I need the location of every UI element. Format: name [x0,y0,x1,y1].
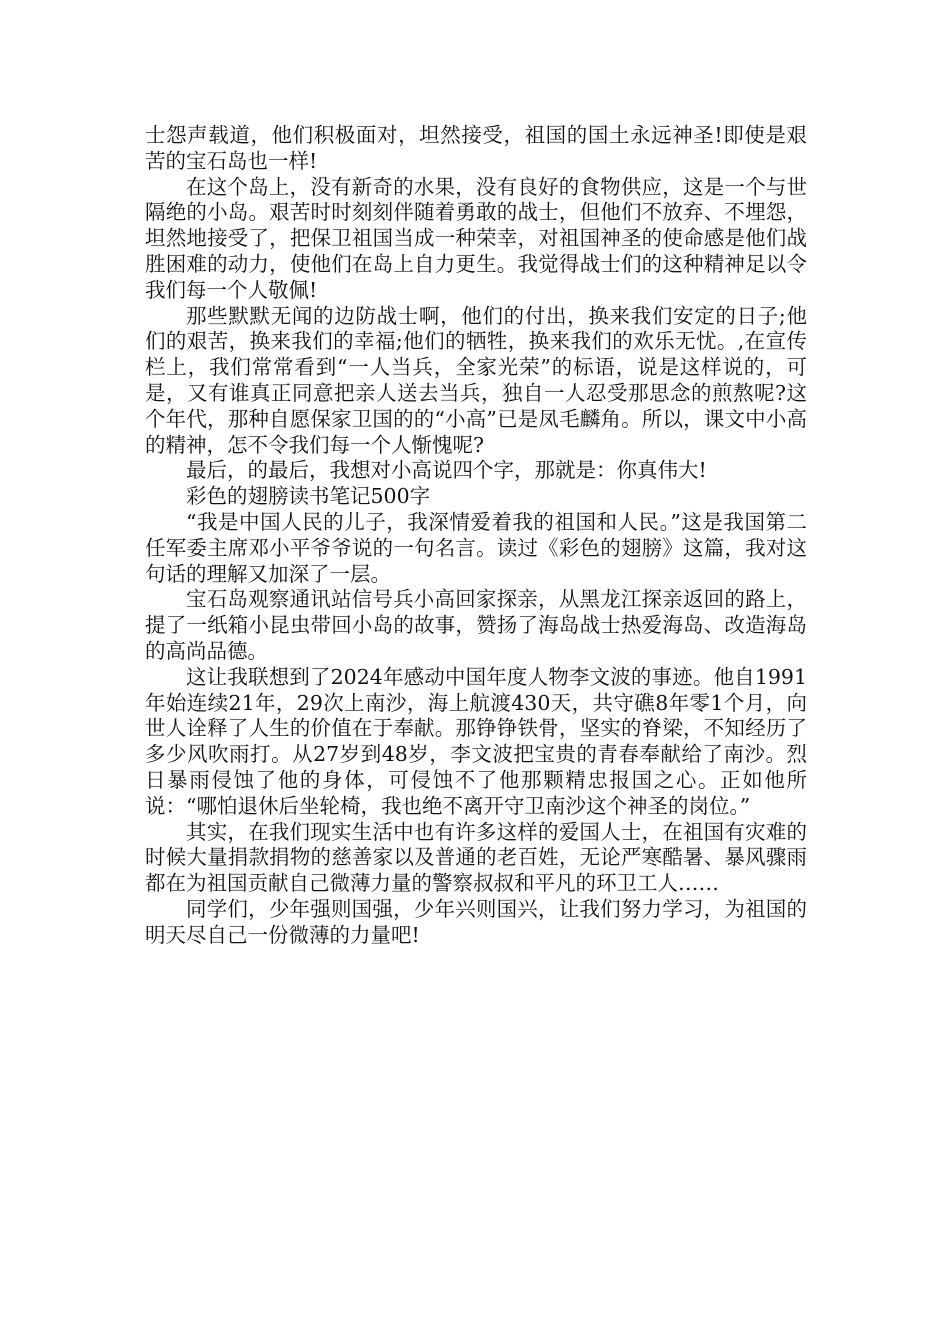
section-title: 彩色的翅膀读书笔记500字 [186,484,431,509]
paragraph-3: 那些默默无闻的边防战士啊，他们的付出，换来我们安定的日子;他们的艰苦，换来我们的幸福;他们的牺牲，换来我们的欢乐无忧。,在宣传栏上，我们常常看到“一人当兵，全家光荣”的标语，说是这样说的，可是，又有谁真正同意把亲人送去当兵，独自一人忍受那思念的煎熬呢?这个年代，那种自愿保家卫国的的“小高”已是凤毛麟角。所以，课文中小高的精神，怎不令我们每一个人惭愧呢? [145,303,807,457]
paragraph-8: 这让我联想到了2024年感动中国年度人物李文波的事迹。他自1991年始连续21年，29次上南沙，海上航渡430天，共守礁8年零1个月，向世人诠释了人生的价值在于奉献。那铮铮铁骨，坚实的脊梁，不知经历了多少风吹雨打。从27岁到48岁，李文波把宝贵的青春奉献给了南沙。烈日暴雨侵蚀了他的身体，可侵蚀不了他那颗精忠报国之心。正如他所说：“哪怕退休后坐轮椅，我也绝不离开守卫南沙这个神圣的岗位。” [145,664,807,818]
paragraph-2: 在这个岛上，没有新奇的水果，没有良好的食物供应，这是一个与世隔绝的小岛。艰苦时时刻刻伴随着勇敢的战士，但他们不放弃、不埋怨，坦然地接受了，把保卫祖国当成一种荣幸，对祖国神圣的使命感是他们战胜困难的动力，使他们在岛上自力更生。我觉得战士们的这种精神足以令我们每一个人敬佩! [145,174,807,302]
paragraph-7: 宝石岛观察通讯站信号兵小高回家探亲，从黑龙江探亲返回的路上，提了一纸箱小昆虫带回小岛的故事，赞扬了海岛战士热爱海岛、改造海岛的高尚品德。 [145,587,807,663]
document-body [145,123,807,949]
paragraph-6: “我是中国人民的儿子，我深情爱着我的祖国和人民。”这是我国第二任军委主席邓小平爷爷说的一句名言。读过《彩色的翅膀》这篇，我对这句话的理解又加深了一层。 [145,509,807,586]
paragraph-4: 最后，的最后，我想对小高说四个字，那就是：你真伟大! [186,458,707,483]
paragraph-1: 士怨声载道，他们积极面对，坦然接受，祖国的国土永远神圣!即使是艰苦的宝石岛也一样! [145,123,807,173]
paragraph-10: 同学们，少年强则国强，少年兴则国兴，让我们努力学习，为祖国的明天尽自己一份微薄的力量吧! [145,896,807,947]
paragraph-9: 其实，在我们现实生活中也有许多这样的爱国人士，在祖国有灾难的时候大量捐款捐物的慈善家以及普通的老百姓，无论严寒酷暑、暴风骤雨都在为祖国贡献自己微薄力量的警察叔叔和平凡的环卫工人…… [145,819,807,896]
